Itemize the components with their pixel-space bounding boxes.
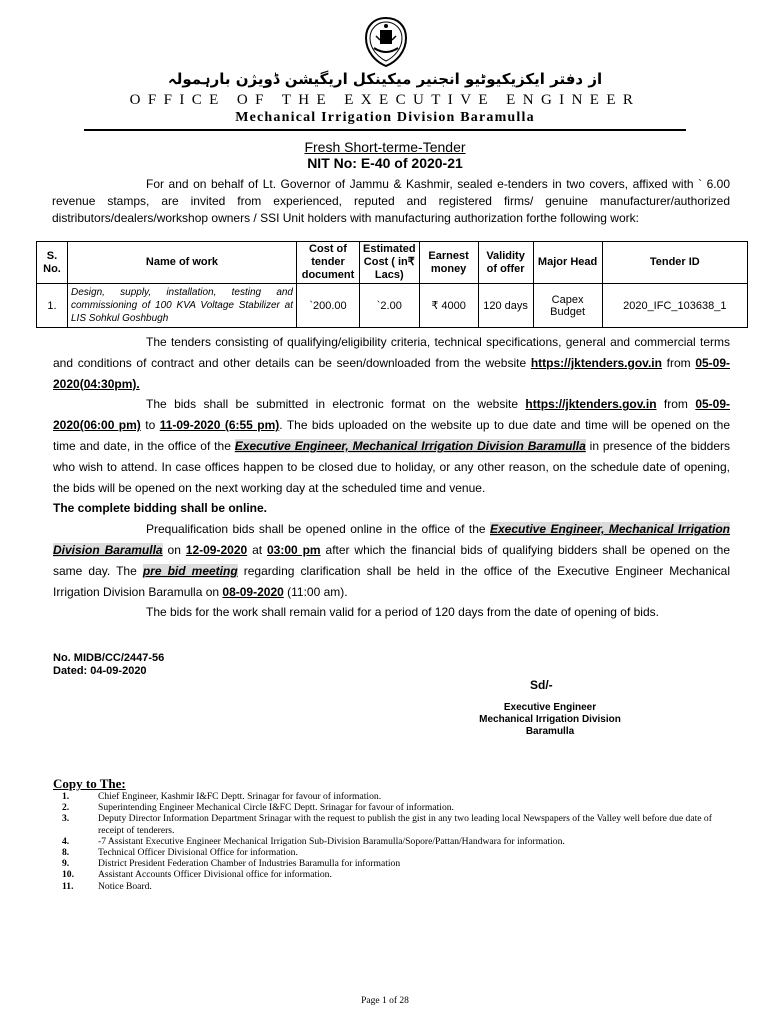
header-rule — [84, 129, 686, 131]
cell-estimate: `2.00 — [360, 284, 420, 328]
col-header-estimate: Estimated Cost ( in₹ Lacs) — [360, 242, 420, 284]
copy-to-heading: Copy to The: — [53, 776, 126, 791]
signature-sd: Sd/- — [530, 678, 553, 692]
tender-table — [36, 241, 748, 328]
list-item: 2. Superintending Engineer Mechanical Circle I&FC Deptt. Srinagar for favour of information. — [62, 802, 454, 814]
state-emblem-icon — [364, 16, 408, 68]
online-bidding-note: The complete bidding shall be online. — [53, 501, 268, 516]
col-header-cost: Cost of tender document — [297, 242, 360, 284]
col-header-work: Name of work — [68, 242, 297, 284]
jktenders-link-2[interactable]: https://jktenders.gov.in — [525, 397, 657, 412]
list-item: 10. Assistant Accounts Officer Divisional office for information. — [62, 869, 332, 881]
cell-tender-id: 2020_IFC_103638_1 — [602, 284, 747, 328]
col-header-major-head: Major Head — [533, 242, 602, 284]
submission-end-date: 11-09-2020 (6:55 pm) — [159, 418, 280, 433]
list-item: 1. Chief Engineer, Kashmir I&FC Deptt. Srinagar for favour of information. — [62, 791, 382, 802]
col-header-tender-id: Tender ID — [602, 242, 747, 284]
prequalification-date: 12-09-2020 — [185, 542, 248, 557]
pre-bid-meeting-date: 08-09-2020 — [222, 584, 284, 599]
prequalification-office: Executive Engineer, Mechanical Irrigation Division Baramulla — [53, 522, 730, 557]
list-item: 3. Deputy Director Information Department Srinagar with the request to publish the gist in any two leading local Newspapers of the Valley well before due date of receipt of tenderers. — [62, 813, 712, 836]
list-item: 4. -7 Assistant Executive Engineer Mechanical Irrigation Sub-Division Baramulla/Sopore/Pattan/Handwara for information. — [62, 835, 565, 847]
signatory-place: Baramulla — [525, 726, 575, 737]
nit-number: NIT No: E-40 of 2020-21 — [307, 155, 463, 171]
bid-validity-paragraph: The bids for the work shall remain valid for a period of 120 days from the date of opening of bids. — [146, 605, 659, 620]
pre-bid-meeting: pre bid meeting — [142, 563, 238, 578]
submission-start-date: 05-09-2020(06:00 pm) — [53, 397, 731, 433]
jktenders-link[interactable]: https://jktenders.gov.in — [530, 355, 662, 370]
document-body — [53, 332, 730, 623]
reference-number: No. MIDB/CC/2447-56 — [53, 652, 165, 664]
col-header-earnest: Earnest money — [419, 242, 478, 284]
intro-paragraph: For and on behalf of Lt. Governor of Jammu & Kashmir, sealed e-tenders in two covers, affixed with ` 6.00 revenue stamps, are invited from experienced, reputed and registered firms/ genuine manufacturer/authorized distributors/dealers/workshop owners / SSI Unit holders with manufacturing authorization forthe following work: — [52, 177, 730, 225]
reference-date: Dated: 04-09-2020 — [53, 665, 147, 677]
cell-cost: `200.00 — [297, 284, 360, 328]
cell-work: Design, supply, installation, testing and commissioning of 100 KVA Voltage Stabilizer at LIS Sohkul Goshbugh — [68, 284, 297, 328]
page-number: Page 1 of 28 — [361, 996, 409, 1006]
office-title: OFFICE OF THE EXECUTIVE ENGINEER — [129, 92, 641, 108]
tender-table-header — [37, 242, 748, 284]
list-item: 9. District President Federation Chamber of Industries Baramulla for information — [62, 858, 401, 870]
reference-block — [53, 652, 164, 678]
prequalification-paragraph: Prequalification bids shall be opened online in the office of the Executive Engineer, Mechanical Irrigation Division Baramulla on 12-09-2020 at 03:00 pm after which the financial bids of qualifying bidders shall be opened on the same day. The pre bid meeting regarding clarification shall be held in the office of the Executive Engineer Mechanical Irrigation Division Baramulla on 08-09-2020 (11:00 am). — [53, 522, 730, 599]
cell-earnest: ₹ 4000 — [419, 284, 478, 328]
table-row — [37, 284, 748, 328]
list-item: 8. Technical Officer Divisional Office for information. — [62, 847, 298, 859]
col-header-sno: S. No. — [37, 242, 68, 284]
signature-block — [448, 702, 652, 738]
download-start-date: 05-09-2020(04:30pm). — [53, 355, 731, 391]
division-name: Mechanical Irrigation Division Baramulla — [235, 110, 535, 125]
signatory-title: Executive Engineer — [503, 702, 597, 713]
cell-validity: 120 days — [478, 284, 533, 328]
prequalification-time: 03:00 pm — [267, 542, 321, 557]
notice-title: Fresh Short-terme-Tender — [304, 139, 466, 155]
cell-major-head: Capex Budget — [533, 284, 602, 328]
col-header-validity: Validity of offer — [478, 242, 533, 284]
urdu-office-title: از دفتر ایکزیکیوٹیو انجنیر میکینکل اریگیشن ڈویژن بارہمولہ — [167, 70, 603, 88]
opening-office: Executive Engineer, Mechanical Irrigation Division Baramulla — [234, 438, 586, 453]
copy-to-list — [62, 791, 734, 892]
bid-submission-paragraph: The bids shall be submitted in electronic format on the website https://jktenders.gov.in from 05-09-2020(06:00 pm) to 11-09-2020 (6:55 pm). The bids uploaded on the website up to due date and time will be opened on the time and date, in the office of the Executive Engineer, Mechanical Irrigation Division Baramulla in presence of the bidders who wish to attend. In case offices happen to be closed due to holiday, or any other reason, on the schedule date of opening, the bids will be opened on the next working day at the scheduled time and venue. — [53, 397, 731, 495]
cell-sno: 1. — [37, 284, 68, 328]
list-item: 11. Notice Board. — [62, 880, 152, 892]
tender-documents-paragraph: The tenders consisting of qualifying/eligibility criteria, technical specifications, general and commercial terms and conditions of contract and other details can be seen/downloaded from the website https://jktenders.gov.in from 05-09-2020(04:30pm). — [53, 335, 731, 391]
signatory-division: Mechanical Irrigation Division — [479, 714, 621, 725]
